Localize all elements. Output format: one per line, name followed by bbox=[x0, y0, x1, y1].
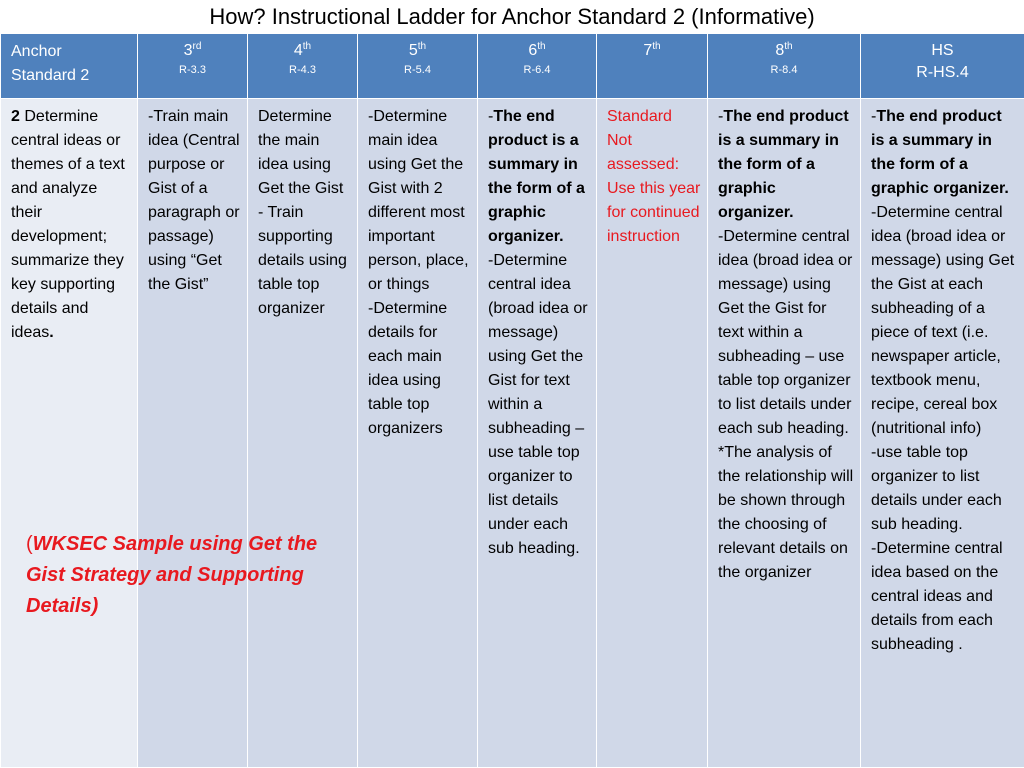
grade-number: 7 bbox=[643, 42, 653, 59]
instructional-ladder-table bbox=[0, 33, 1024, 768]
standard-code: R-8.4 bbox=[770, 64, 798, 76]
header-grade-7 bbox=[597, 34, 708, 99]
grade-8-dash: - bbox=[718, 108, 724, 125]
standard-code: R-HS.4 bbox=[916, 64, 969, 81]
header-grade-hs bbox=[861, 34, 1024, 99]
grade-hs-line: -use table top organizer to list details under each sub heading. bbox=[871, 444, 1002, 533]
grade-suffix: rd bbox=[192, 41, 202, 52]
grade-6-dash: - bbox=[488, 108, 494, 125]
grade-hs-end-product: The end product is a summary in the form of a graphic organizer. bbox=[871, 108, 1009, 197]
grade-suffix: th bbox=[537, 41, 546, 52]
grade-hs-line: -Determine central idea (broad idea or message) using Get the Gist at each subheading of a piece of text (i.e. newspaper article, textbook menu, recipe, cereal box (nutritional info) bbox=[871, 204, 1015, 437]
grade-8-line: -Determine central idea (broad idea or message) using Get the Gist for text within a subheading – use table top organizer to list details under each sub heading. bbox=[718, 228, 853, 437]
standard-code: R-3.3 bbox=[179, 64, 206, 76]
anchor-standard-cell bbox=[1, 99, 138, 768]
grade-hs-cell bbox=[861, 99, 1024, 768]
header-anchor-standard bbox=[1, 34, 138, 99]
grade-number: HS bbox=[931, 42, 954, 59]
grade-5-cell bbox=[358, 99, 478, 768]
header-grade-4 bbox=[248, 34, 358, 99]
header-grade-5 bbox=[358, 34, 478, 99]
grade-7-not-assessed: Standard Not assessed: Use this year for continued instruction bbox=[607, 108, 701, 245]
grade-number: 4 bbox=[293, 42, 303, 59]
grade-suffix: th bbox=[417, 41, 427, 52]
sample-text: WKSEC Sample using Get the Gist Strategy and Supporting Details) bbox=[26, 533, 318, 617]
grade-4-cell bbox=[248, 99, 358, 768]
grade-hs-dash: - bbox=[871, 108, 877, 125]
anchor-text: Determine central ideas or themes of a text and analyze their development; summarize they key supporting details and ideas bbox=[11, 108, 125, 341]
grade-7-cell bbox=[597, 99, 708, 768]
grade-number: 3 bbox=[183, 42, 193, 59]
grade-6-end-product: The end product is a summary in the form of a graphic organizer. bbox=[488, 108, 585, 245]
grade-4-line: - Train supporting details using table top organizer bbox=[258, 204, 347, 317]
header-grade-6 bbox=[478, 34, 597, 99]
grade-number: 6 bbox=[528, 42, 538, 59]
grade-3-cell bbox=[138, 99, 248, 768]
grade-5-line: -Determine details for each main idea using table top organizers bbox=[368, 300, 448, 437]
content-row bbox=[1, 99, 1024, 768]
grade-4-line: Determine the main idea using Get the Gist bbox=[258, 108, 344, 197]
grade-6-line: -Determine central idea (broad idea or message) using Get the Gist for text within a subheading –use table top organizer to list details under each sub heading. bbox=[488, 252, 588, 557]
grade-suffix: th bbox=[302, 41, 312, 52]
grade-3-text: -Train main idea (Central purpose or Gist of a paragraph or passage) using “Get the Gist” bbox=[148, 108, 240, 293]
anchor-period: . bbox=[49, 324, 54, 341]
grade-5-line: -Determine main idea using Get the Gist with 2 different most important person, place, or things bbox=[368, 108, 469, 293]
grade-hs-line: -Determine central idea based on the central ideas and details from each subheading . bbox=[871, 540, 1003, 653]
standard-code: R-6.4 bbox=[523, 64, 551, 76]
wksec-sample-note bbox=[26, 529, 356, 622]
grade-8-note: *The analysis of the relationship will be shown through the choosing of relevant details on the organizer bbox=[718, 444, 854, 581]
grade-suffix: th bbox=[652, 41, 661, 52]
sample-open-paren: ( bbox=[26, 533, 33, 555]
grade-number: 8 bbox=[775, 42, 785, 59]
header-anchor-label: Anchor Standard 2 bbox=[11, 43, 90, 84]
page-title: How? Instructional Ladder for Anchor Standard 2 (Informative) bbox=[209, 4, 815, 29]
grade-8-end-product: The end product is a summary in the form of a graphic organizer. bbox=[718, 108, 849, 221]
standard-code: R-5.4 bbox=[404, 64, 431, 76]
grade-number: 5 bbox=[408, 42, 418, 59]
grade-suffix: th bbox=[784, 41, 793, 52]
header-row bbox=[1, 34, 1024, 99]
anchor-number: 2 bbox=[11, 108, 20, 125]
standard-code: R-4.3 bbox=[289, 64, 316, 76]
grade-6-cell bbox=[478, 99, 597, 768]
grade-8-cell bbox=[708, 99, 861, 768]
header-grade-3 bbox=[138, 34, 248, 99]
header-grade-8 bbox=[708, 34, 861, 99]
